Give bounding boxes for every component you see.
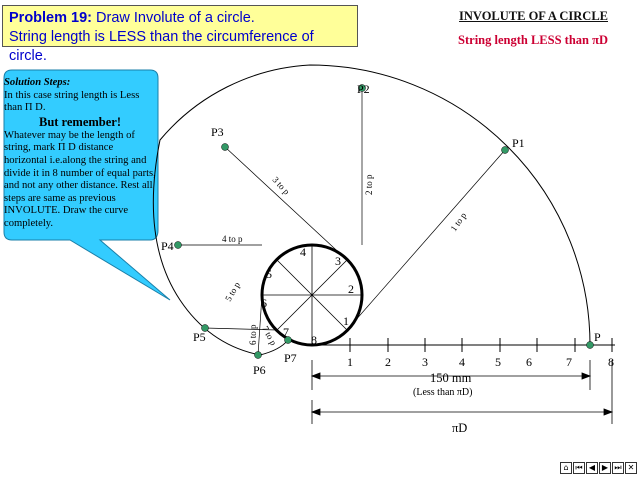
- label-p6: P6: [253, 363, 266, 377]
- line-label-1: 1: [347, 355, 353, 369]
- label-p4: P4: [161, 239, 174, 253]
- string-label-4: 4 to p: [222, 234, 243, 244]
- involute-points: [175, 85, 594, 359]
- circle-label-3: 3: [335, 254, 341, 268]
- circle-label-7: 7: [283, 325, 289, 339]
- dim-pid-label: πD: [452, 421, 468, 435]
- dim-note-label: (Less than πD): [413, 387, 473, 398]
- circle-label-8: 8: [311, 333, 317, 347]
- right-subtitle: String length LESS than πD: [458, 33, 608, 47]
- slide-nav: [560, 462, 637, 474]
- problem-title-line1: Draw Involute of a circle.: [96, 10, 255, 26]
- label-p1: P1: [512, 136, 525, 150]
- solution-remember: But remember!: [38, 114, 122, 129]
- solution-steps: [4, 77, 156, 231]
- problem-number: Problem 19:: [9, 10, 92, 26]
- circle-label-6: 6: [261, 296, 267, 310]
- point-p4: [175, 242, 182, 249]
- string-label-6: 6 to p: [248, 324, 258, 345]
- line-label-3: 3: [422, 355, 428, 369]
- line-label-2: 2: [385, 355, 391, 369]
- solution-body: Whatever may be the length of string, mark Π D distance horizontal i.e.along the string and divide it in 8 number of equal parts, and not any other distance. Rest all steps are same as previous INVOLUTE. Draw the curve completely.: [4, 129, 156, 229]
- line-label-8: 8: [608, 355, 614, 369]
- point-p6: [255, 352, 262, 359]
- dim-150-label: 150 mm: [430, 371, 472, 385]
- label-p7: P7: [284, 351, 297, 365]
- label-p3: P3: [211, 125, 224, 139]
- involute-curve: [153, 65, 590, 355]
- circle-label-2: 2: [348, 282, 354, 296]
- circle-label-4: 4: [300, 245, 306, 259]
- string-label-1: 1 to p: [448, 210, 469, 234]
- string-label-2: 2 to p: [364, 174, 374, 195]
- solution-heading: Solution Steps:: [4, 77, 71, 88]
- string-label-7: 7 to p: [260, 324, 279, 348]
- circle-label-5: 5: [266, 267, 272, 281]
- problem-title-line2: String length is LESS than the circumference of circle.: [9, 29, 314, 64]
- solution-intro: In this case string length is Less than Π D.: [4, 89, 140, 114]
- string-label-5: 5 to p: [223, 280, 242, 303]
- problem-title-box: [2, 5, 358, 64]
- last-icon[interactable]: ⏭: [612, 462, 624, 474]
- string-label-3: 3 to p: [270, 174, 292, 197]
- point-p1: [502, 147, 509, 154]
- line-label-4: 4: [459, 355, 465, 369]
- right-title: INVOLUTE OF A CIRCLE: [459, 9, 608, 23]
- circle-label-1: 1: [343, 314, 349, 328]
- exit-icon[interactable]: ✕: [625, 462, 637, 474]
- label-p2: P2: [357, 82, 370, 96]
- prev-icon[interactable]: ◀: [586, 462, 598, 474]
- first-icon[interactable]: ⏮: [573, 462, 585, 474]
- line-label-7: 7: [566, 355, 572, 369]
- label-p: P: [594, 330, 601, 344]
- line-label-5: 5: [495, 355, 501, 369]
- next-icon[interactable]: ▶: [599, 462, 611, 474]
- home-icon[interactable]: ⌂: [560, 462, 572, 474]
- label-p5: P5: [193, 330, 206, 344]
- point-p: [587, 342, 594, 349]
- line-label-6: 6: [526, 355, 532, 369]
- point-p3: [222, 144, 229, 151]
